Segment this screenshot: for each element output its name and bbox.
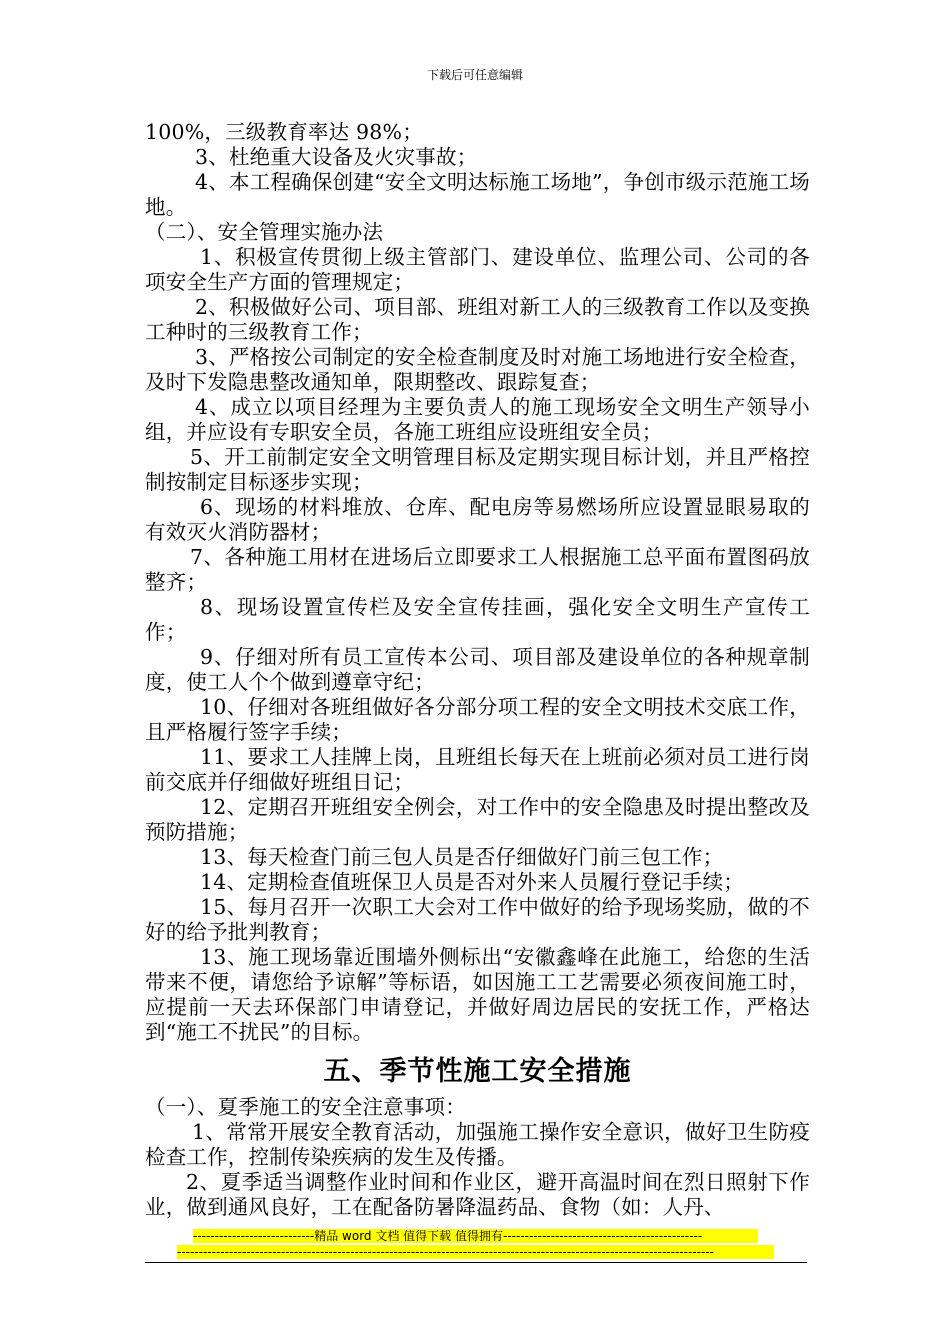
paragraph: 1、积极宣传贯彻上级主管部门、建设单位、监理公司、公司的各项安全生产方面的管理规定； [145,245,810,294]
paragraph: 9、仔细对所有员工宣传本公司、项目部及建设单位的各种规章制度，使工人个个做到遵章守纪； [145,645,810,694]
paragraph: 2、积极做好公司、项目部、班组对新工人的三级教育工作以及变换工种时的三级教育工作； [145,295,810,344]
paragraph: 4、成立以项目经理为主要负责人的施工现场安全文明生产领导小组，并应设有专职安全员，各施工班组应设班组安全员； [145,395,810,444]
paragraph: 8、现场设置宣传栏及安全宣传挂画，强化安全文明生产宣传工作； [145,595,810,644]
paragraph: 7、各种施工用材在进场后立即要求工人根据施工总平面布置图码放整齐； [145,545,810,594]
paragraph: 100%，三级教育率达 98%； [145,120,423,144]
paragraph: 15、每月召开一次职工大会对工作中做好的给予现场奖励，做的不好的给予批判教育； [145,895,810,944]
paragraph: 4、本工程确保创建“安全文明达标施工场地”，争创市级示范施工场地。 [145,170,810,219]
paragraph: 14、定期检查值班保卫人员是否对外来人员履行登记手续； [200,870,744,894]
subsection-heading: （二）、安全管理实施办法 [145,220,384,244]
paragraph: 6、现场的材料堆放、仓库、配电房等易燃场所应设置显眼易取的有效灭火消防器材； [145,495,810,544]
paragraph: 3、严格按公司制定的安全检查制度及时对施工场地进行安全检查，及时下发隐患整改通知单，限期整改、跟踪复查； [145,345,810,394]
paragraph: 12、定期召开班组安全例会，对工作中的安全隐患及时提出整改及预防措施； [145,795,810,844]
paragraph: 11、要求工人挂牌上岗，且班组长每天在上班前必须对员工进行岗前交底并仔细做好班组日记； [145,745,810,794]
section-title: 五、季节性施工安全措施 [323,1056,632,1087]
footer-banner-line: ---------------------------------------------------------------------------------------------------------------------------- [177,1245,774,1259]
paragraph: 2、夏季适当调整作业时间和作业区，避开高温时间在烈日照射下作业，做到通风良好，工在配备防暑降温药品、食物（如：人丹、 [145,1170,810,1219]
document-body [145,120,810,1220]
page-header [0,68,950,82]
paragraph: 1、常常开展安全教育活动，加强施工操作安全意识，做好卫生防疫检查工作，控制传染疾病的发生及传播。 [145,1120,810,1169]
footer-banner-line: ----------------------------精品 word 文档 值得下载 值得拥有---------------------------------------------- [193,1229,758,1243]
footer-rule [145,1262,807,1263]
header-note: 下载后可任意编辑 [426,68,523,82]
paragraph: 3、杜绝重大设备及火灾事故； [195,145,478,169]
paragraph: 13、每天检查门前三包人员是否仔细做好门前三包工作； [200,845,724,869]
paragraph: 13、施工现场靠近围墙外侧标出“安徽鑫峰在此施工，给您的生活带来不便，请您给予谅解”等标语，如因施工工艺需要必须夜间施工时，应提前一天去环保部门申请登记，并做好周边居民的安抚工作，严格达到“施工不扰民”的目标。 [145,945,810,1044]
paragraph: 10、仔细对各班组做好各分部分项工程的安全文明技术交底工作，且严格履行签字手续； [145,695,810,744]
paragraph: 5、开工前制定安全文明管理目标及定期实现目标计划，并且严格控制按制定目标逐步实现； [145,445,810,494]
subsection-heading: （一）、夏季施工的安全注意事项： [145,1095,466,1119]
